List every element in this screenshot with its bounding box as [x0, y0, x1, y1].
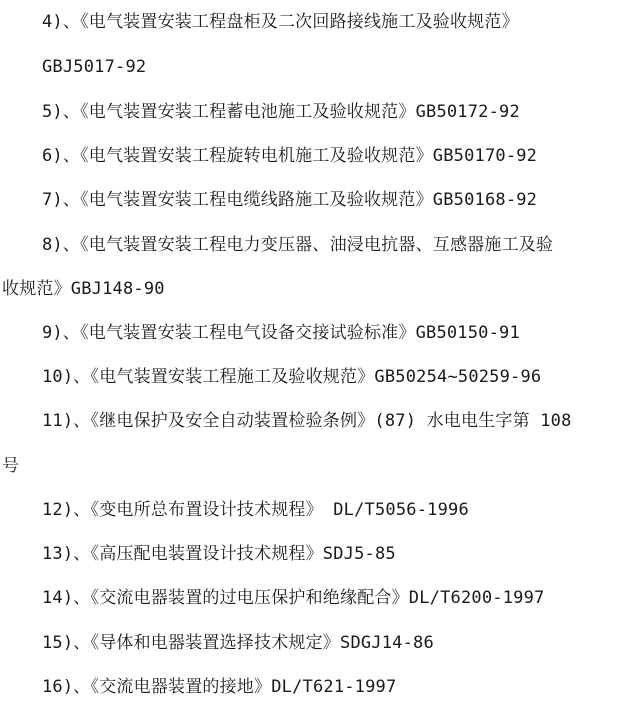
standard-item-5: 5)、《电气装置安装工程蓄电池施工及验收规范》GB50172-92 [42, 102, 520, 122]
standard-item-4-code: GBJ5017-92 [42, 57, 147, 77]
standard-item-7: 7)、《电气装置安装工程电缆线路施工及验收规范》GB50168-92 [42, 190, 538, 210]
standard-item-10: 10)、《电气装置安装工程施工及验收规范》GB50254~50259-96 [42, 367, 542, 387]
standard-item-11: 11)、《继电保护及安全自动装置检验条例》(87) 水电电生字第 108 [42, 411, 572, 431]
standard-item-13: 13)、《高压配电装置设计技术规程》SDJ5-85 [42, 544, 396, 564]
standard-item-8: 8)、《电气装置安装工程电力变压器、油浸电抗器、互感器施工及验 [42, 235, 554, 255]
standard-item-8-continued: 收规范》GBJ148-90 [2, 279, 165, 299]
standard-item-15: 15)、《导体和电器装置选择技术规定》SDGJ14-86 [42, 633, 434, 653]
standard-item-12: 12)、《变电所总布置设计技术规程》 DL/T5056-1996 [42, 500, 469, 520]
standard-item-16: 16)、《交流电器装置的接地》DL/T621-1997 [42, 677, 397, 697]
standard-item-6: 6)、《电气装置安装工程旋转电机施工及验收规范》GB50170-92 [42, 146, 538, 166]
standard-item-4: 4)、《电气装置安装工程盘柜及二次回路接线施工及验收规范》 [42, 12, 519, 32]
standard-item-14: 14)、《交流电器装置的过电压保护和绝缘配合》DL/T6200-1997 [42, 588, 545, 608]
standard-item-9: 9)、《电气装置安装工程电气设备交接试验标准》GB50150-91 [42, 323, 520, 343]
standard-item-11-continued: 号 [2, 456, 20, 476]
